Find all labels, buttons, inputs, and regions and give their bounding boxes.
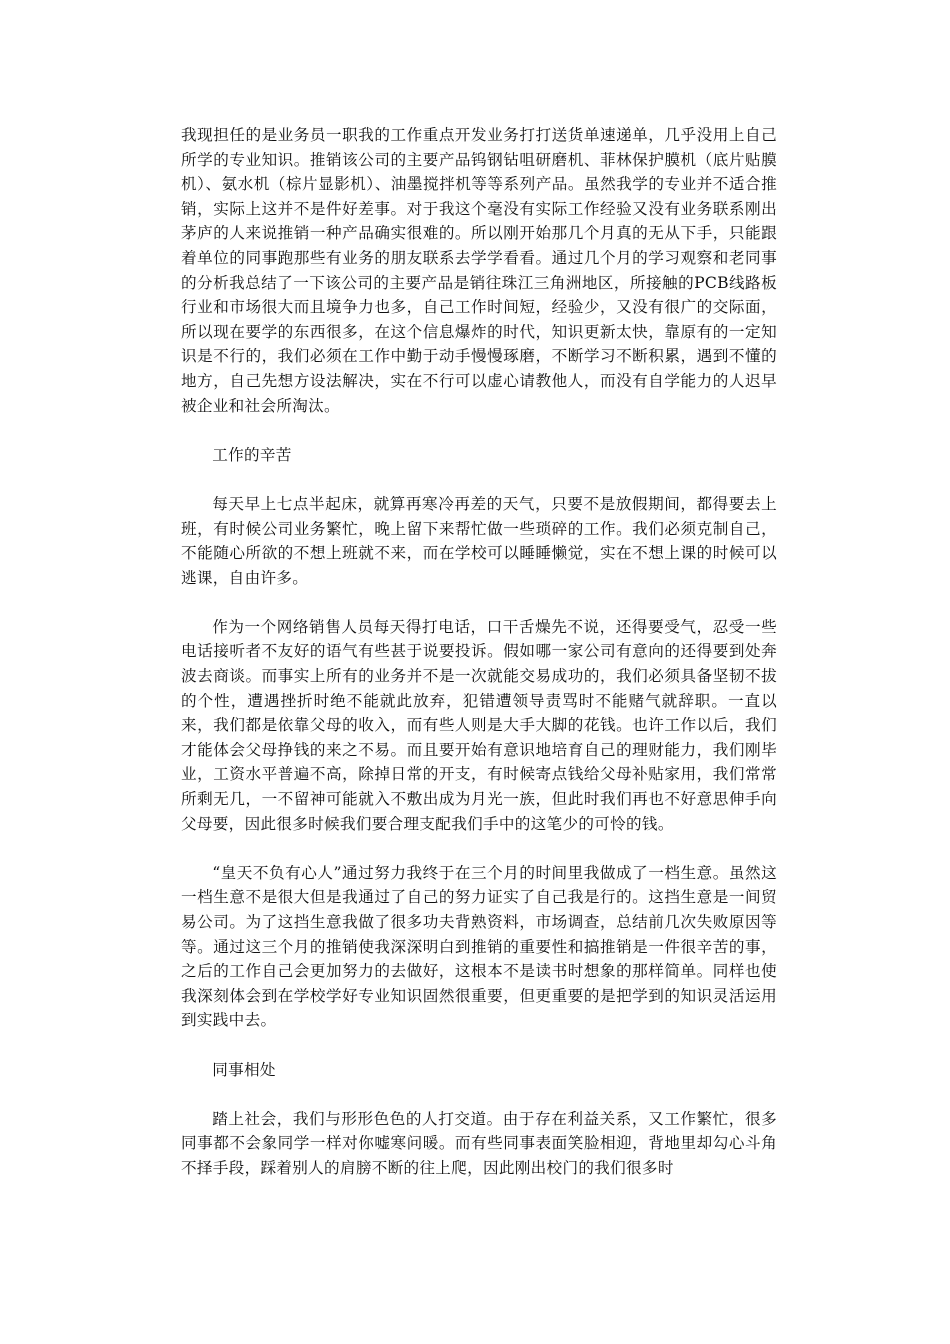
document-body [181, 123, 777, 1181]
paragraph-first-deal: “皇天不负有心人”通过努力我终于在三个月的时间里我做成了一档生意。虽然这一档生意不是很大但是我通过了自己的努力证实了自己我是行的。这挡生意是一间贸易公司。为了这挡生意我做了很多功夫背熟资料，市场调查，总结前几次失败原因等等。通过这三个月的推销使我深深明白到推销的重要性和搞推销是一件很辛苦的事，之后的工作自己会更加努力的去做好，这根本不是读书时想象的那样简单。同样也使我深刻体会到在学校学好专业知识固然很重要，但更重要的是把学到的知识灵活运用到实践中去。 [181, 863, 777, 1030]
section-heading-hardship: 工作的辛苦 [212, 445, 292, 464]
section-heading-colleagues: 同事相处 [212, 1060, 276, 1079]
paragraph-phone-sales: 作为一个网络销售人员每天得打电话，口干舌燥先不说，还得要受气，忍受一些电话接听者不友好的语气有些甚于说要投诉。假如哪一家公司有意向的还得要到处奔波去商谈。而事实上所有的业务并不是一次就能交易成功的，我们必须具备坚韧不拔的个性，遭遇挫折时绝不能就此放弃，犯错遭领导责骂时不能赌气就辞职。一直以来，我们都是依靠父母的收入，而有些人则是大手大脚的花钱。也许工作以后，我们才能体会父母挣钱的来之不易。而且要开始有意识地培育自己的理财能力，我们刚毕业，工资水平普遍不高，除掉日常的开支，有时候寄点钱给父母补贴家用，我们常常所剩无几，一不留神可能就入不敷出成为月光一族，但此时我们再也不好意思伸手向父母要，因此很多时候我们要合理支配我们手中的这笔少的可怜的钱。 [181, 617, 777, 833]
paragraph-colleague-relations: 踏上社会，我们与形形色色的人打交道。由于存在利益关系，又工作繁忙，很多同事都不会象同学一样对你嘘寒问暖。而有些同事表面笑脸相迎，背地里却勾心斗角不择手段，踩着别人的肩膀不断的往上爬，因此刚出校门的我们很多时 [181, 1109, 777, 1177]
paragraph-daily-routine: 每天早上七点半起床，就算再寒冷再差的天气，只要不是放假期间，都得要去上班，有时候公司业务繁忙，晚上留下来帮忙做一些琐碎的工作。我们必须克制自己，不能随心所欲的不想上班就不来，而在学校可以睡睡懒觉，实在不想上课的时候可以逃课，自由许多。 [181, 494, 777, 587]
paragraph-job-description: 我现担任的是业务员一职我的工作重点开发业务打打送货单速递单，几乎没用上自己所学的专业知识。推销该公司的主要产品钨钢钻咀研磨机、菲林保护膜机（底片贴膜机）、氨水机（棕片显影机）、油墨搅拌机等等系列产品。虽然我学的专业并不适合推销，实际上这并不是件好差事。对于我这个毫没有实际工作经验又没有业务联系刚出茅庐的人来说推销一种产品确实很难的。所以刚开始那几个月真的无从下手，只能跟着单位的同事跑那些有业务的朋友联系去学学看看。通过几个月的学习观察和老同事的分析我总结了一下该公司的主要产品是销往珠江三角洲地区，所接触的PCB线路板行业和市场很大而且境争力也多，自己工作时间短，经验少，又没有很广的交际面，所以现在要学的东西很多，在这个信息爆炸的时代，知识更新太快，靠原有的一定知识是不行的，我们必须在工作中勤于动手慢慢琢磨，不断学习不断积累，遇到不懂的地方，自己先想方设法解决，实在不行可以虚心请教他人，而没有自学能力的人迟早被企业和社会所淘汰。 [181, 126, 777, 415]
